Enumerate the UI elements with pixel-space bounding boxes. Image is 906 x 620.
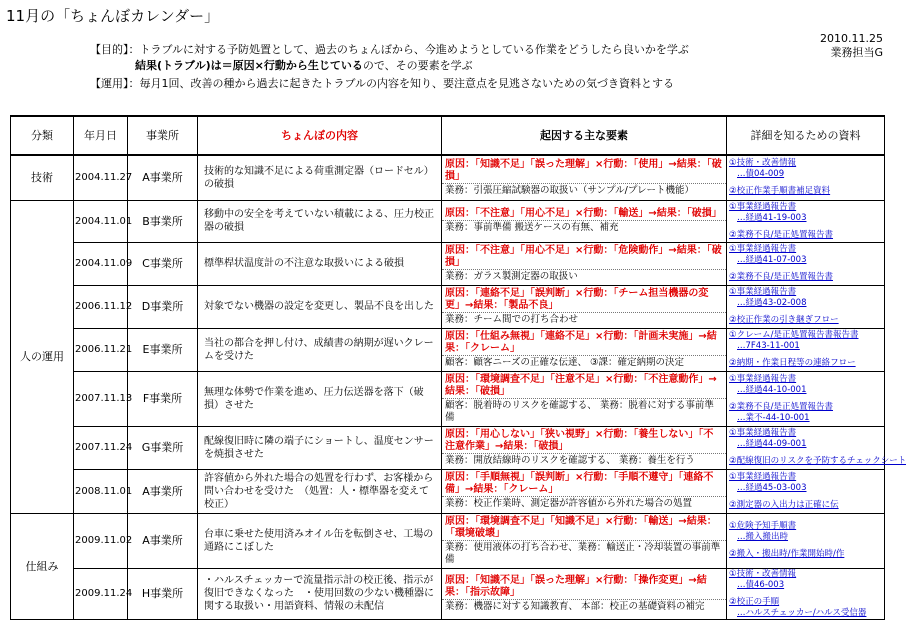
chonbo-table bbox=[10, 115, 906, 620]
table-row bbox=[11, 469, 885, 513]
header-content: ちょんぼの内容 bbox=[198, 116, 442, 155]
cause-text: 原因：「連絡不足」「誤判断」×行動：「チーム担当機器の変更」→結果：「製品不良」 bbox=[445, 287, 709, 311]
purpose-formula: 結果(トラブル)は＝原因×行動から生じている bbox=[135, 59, 363, 72]
table-row bbox=[11, 513, 885, 568]
purpose-line bbox=[90, 43, 689, 57]
refs-cell bbox=[727, 568, 885, 619]
reference-link[interactable]: …経過44-09-001 bbox=[737, 439, 807, 449]
office-cell: B事業所 bbox=[128, 200, 198, 242]
report-date: 2010.11.25 bbox=[820, 32, 883, 45]
reference-link[interactable]: …業不-44-10-001 bbox=[737, 412, 810, 423]
table-row bbox=[11, 285, 885, 328]
table-row bbox=[11, 242, 885, 285]
task-text: 業務：機器に対する知識教育、 本部：校正の基礎資料の補完 bbox=[442, 599, 726, 615]
reference-link[interactable]: ②搬入・搬出時/作業開始時/作 bbox=[729, 549, 845, 559]
reference-link[interactable]: ②配線復旧のリスクを予防するチェックシート bbox=[729, 456, 906, 466]
refs-cell bbox=[727, 426, 906, 469]
reference-link[interactable]: …7F43-11-001 bbox=[737, 341, 800, 351]
factors-cell bbox=[442, 469, 727, 513]
usage-line bbox=[90, 77, 674, 91]
table-row bbox=[11, 200, 885, 242]
table-row bbox=[11, 328, 885, 371]
content-cell: 無理な体勢で作業を進め、圧力伝送器を落下（破損）させた bbox=[198, 371, 442, 426]
reference-link[interactable]: ①クレーム/是正処置報告書報告書 bbox=[729, 330, 859, 340]
reference-link[interactable]: …搬入搬出時 bbox=[737, 532, 789, 542]
date-cell: 2009.11.24 bbox=[74, 568, 128, 619]
reference-link[interactable]: ①危険予知手順書 bbox=[729, 521, 797, 531]
refs-cell bbox=[727, 513, 885, 568]
factors-cell bbox=[442, 568, 727, 619]
date-cell: 2006.11.21 bbox=[74, 328, 128, 371]
task-text: 業務：校正作業時、測定器が許容値から外れた場合の処置 bbox=[442, 496, 726, 512]
cause-text: 原因：「用心しない」「狭い視野」×行動：「養生しない」「不注意作業」→結果：「破損」 bbox=[445, 428, 714, 452]
reference-link[interactable]: ②測定器の入出力は正確に伝 bbox=[729, 499, 839, 510]
content-cell: ・ハルスチェッカーで流量指示計の校正後、指示が復旧できなくなった ・使用回数の少ない機種器に関する取扱い・用語資料、情報の未配信 bbox=[198, 568, 442, 619]
refs-cell bbox=[727, 200, 885, 242]
reference-link[interactable]: ②納期・作業日程等の連絡フロー bbox=[729, 358, 856, 368]
reference-link[interactable]: ①事業経過報告書 bbox=[729, 244, 797, 254]
task-text: 業務：引張圧縮試験器の取扱い（サンプル/プレート機能） bbox=[442, 183, 726, 199]
category-cell: 人の運用 bbox=[11, 200, 74, 513]
office-cell: A事業所 bbox=[128, 513, 198, 568]
factors-cell bbox=[442, 242, 727, 285]
purpose-text: ：トラブルに対する予防処置として、過去のちょんぼから、今進めようとしている作業をどうしたら良いかを学ぶ bbox=[128, 43, 689, 56]
reference-link[interactable]: …債04-009 bbox=[737, 169, 785, 180]
content-cell: 許容値から外れた場合の処置を行わず、お客様から問い合わせを受けた （処置：人・標準器を変えて校正） bbox=[198, 469, 442, 513]
task-text: 顧客：顧客ニーズの正確な伝達、 ③課：確定納期の決定 bbox=[442, 355, 726, 371]
reference-link[interactable]: …経過45-03-003 bbox=[737, 482, 807, 493]
date-cell: 2004.11.09 bbox=[74, 242, 128, 285]
cause-text: 原因：「仕組み無視」「連絡不足」×行動：「計画未実施」→結果：「クレーム」 bbox=[445, 330, 717, 354]
reference-link[interactable]: ②校正作業の引き継ぎフロー bbox=[729, 315, 839, 325]
reference-link[interactable]: ②業務不良/是正処置報告書 bbox=[729, 272, 833, 282]
table-row bbox=[11, 371, 885, 426]
reference-link[interactable]: …ハルスチェッカー/ハルス受信器 bbox=[737, 607, 867, 618]
task-text: 業務：事前準備 搬送ケースの有無、補充 bbox=[442, 220, 726, 236]
task-text: 業務：チーム間での打ち合わせ bbox=[442, 312, 726, 328]
factors-cell bbox=[442, 155, 727, 200]
date-cell: 2004.11.01 bbox=[74, 200, 128, 242]
date-cell: 2004.11.27 bbox=[74, 155, 128, 200]
usage-label: 【運用】 bbox=[90, 77, 129, 90]
cause-text: 原因：「知識不足」「誤った理解」×行動：「操作変更」→結果：「指示故障」 bbox=[445, 574, 707, 598]
category-cell: 技術 bbox=[11, 155, 74, 200]
content-cell: 対象でない機器の設定を変更し、製品不良を出した bbox=[198, 285, 442, 328]
purpose-line-2 bbox=[135, 59, 473, 73]
office-cell: F事業所 bbox=[128, 371, 198, 426]
header-refs: 詳細を知るための資料 bbox=[727, 116, 885, 155]
content-cell: 技術的な知識不足による荷重測定器（ロードセル）の破損 bbox=[198, 155, 442, 200]
task-text: 業務：開放結線時のリスクを確認する、 業務：養生を行う bbox=[442, 453, 726, 469]
refs-cell bbox=[727, 371, 885, 426]
factors-cell bbox=[442, 285, 727, 328]
factors-cell bbox=[442, 426, 727, 469]
page-title: 11月の「ちょんぼカレンダー」 bbox=[6, 7, 220, 25]
table-row bbox=[11, 568, 885, 619]
date-cell: 2006.11.12 bbox=[74, 285, 128, 328]
header-category: 分類 bbox=[11, 116, 74, 155]
task-text: 業務：ガラス製測定器の取扱い bbox=[442, 269, 726, 285]
category-cell: 仕組み bbox=[11, 513, 74, 619]
refs-cell bbox=[727, 285, 885, 328]
office-cell: H事業所 bbox=[128, 568, 198, 619]
content-cell: 標準桿状温度計の不注意な取扱いによる破損 bbox=[198, 242, 442, 285]
cause-text: 原因：「不注意」「用心不足」×行動：「輸送」→結果：「破損」 bbox=[445, 208, 722, 219]
office-cell: C事業所 bbox=[128, 242, 198, 285]
reference-link[interactable]: ①技術・改善情報 bbox=[729, 158, 797, 169]
header-factors: 起因する主な要素 bbox=[442, 116, 727, 155]
reference-link[interactable]: ①事業経過報告書 bbox=[729, 201, 797, 212]
reference-link[interactable]: ②業務不良/是正処置報告書 bbox=[729, 401, 833, 412]
reference-link[interactable]: ①事業経過報告書 bbox=[729, 287, 797, 297]
cause-text: 原因：「知識不足」「誤った理解」×行動：「使用」→結果：「破損」 bbox=[445, 158, 722, 182]
reference-link[interactable]: ①事業経過報告書 bbox=[729, 428, 797, 438]
reference-link[interactable]: …経過44-10-001 bbox=[737, 384, 807, 395]
refs-cell bbox=[727, 155, 885, 200]
cause-text: 原因：「不注意」「用心不足」×行動：「危険動作」→結果：「破損」 bbox=[445, 244, 722, 268]
reference-link[interactable]: …債46-003 bbox=[737, 579, 785, 590]
office-cell: E事業所 bbox=[128, 328, 198, 371]
refs-cell bbox=[727, 328, 885, 371]
usage-text: ：毎月1回、改善の種から過去に起きたトラブルの内容を知り、要注意点を見逃さないための気づき資料とする bbox=[128, 77, 675, 90]
office-cell: A事業所 bbox=[128, 155, 198, 200]
refs-cell bbox=[727, 242, 885, 285]
task-text: 顧客：脱着時のリスクを確認する、 業務：脱着に対する事前準備 bbox=[442, 398, 726, 426]
content-cell: 配線復旧時に隣の端子にショートし、温度センサーを焼損させた bbox=[198, 426, 442, 469]
department: 業務担当G bbox=[830, 46, 883, 59]
reference-link[interactable]: …経過43-02-008 bbox=[737, 298, 807, 308]
factors-cell bbox=[442, 513, 727, 568]
factors-cell bbox=[442, 371, 727, 426]
reference-link[interactable]: ①技術・改善情報 bbox=[729, 568, 797, 579]
reference-link[interactable]: ①事業経過報告書 bbox=[729, 471, 797, 482]
content-cell: 当社の都合を押し付け、成績書の納期が遅いクレームを受けた bbox=[198, 328, 442, 371]
reference-link[interactable]: ②業務不良/是正処置報告書 bbox=[729, 229, 833, 240]
content-cell: 台車に乗せた使用済みオイル缶を転倒させ、工場の通路にこぼした bbox=[198, 513, 442, 568]
reference-link[interactable]: ②校正作業手順書補足資料 bbox=[729, 186, 831, 197]
reference-link[interactable]: …経過41-07-003 bbox=[737, 255, 807, 265]
cause-text: 原因：「手順無視」「誤判断」×行動：「手順不遵守」「連絡不備」→結果：「クレーム」 bbox=[445, 472, 714, 495]
date-cell: 2007.11.24 bbox=[74, 426, 128, 469]
task-text: 業務：使用液体の打ち合わせ、業務：輸送止・冷却装置の事前準備 bbox=[442, 540, 726, 568]
cause-text: 原因：「環境調査不足」「注意不足」×行動：「不注意動作」→結果：「破損」 bbox=[445, 373, 717, 397]
refs-cell bbox=[727, 469, 885, 513]
header-date: 年月日 bbox=[74, 116, 128, 155]
reference-link[interactable]: ①事業経過報告書 bbox=[729, 373, 797, 384]
date-cell: 2008.11.01 bbox=[74, 469, 128, 513]
table-row bbox=[11, 426, 885, 469]
purpose-rest: ので、その要素を学ぶ bbox=[362, 59, 473, 72]
cause-text: 原因：「環境調査不足」「知識不足」×行動：「輸送」→結果：「環境破壊」 bbox=[445, 515, 717, 539]
factors-cell bbox=[442, 328, 727, 371]
purpose-label: 【目的】 bbox=[90, 43, 129, 56]
factors-cell bbox=[442, 200, 727, 242]
date-cell: 2007.11.13 bbox=[74, 371, 128, 426]
header-office: 事業所 bbox=[128, 116, 198, 155]
date-cell: 2009.11.02 bbox=[74, 513, 128, 568]
content-cell: 移動中の安全を考えていない積載による、圧力校正器の破損 bbox=[198, 200, 442, 242]
office-cell: A事業所 bbox=[128, 469, 198, 513]
reference-link[interactable]: …経過41-19-003 bbox=[737, 212, 807, 223]
table-row bbox=[11, 155, 885, 200]
office-cell: D事業所 bbox=[128, 285, 198, 328]
office-cell: G事業所 bbox=[128, 426, 198, 469]
reference-link[interactable]: ②校正の手順 bbox=[729, 596, 780, 607]
table-header-row bbox=[11, 116, 885, 155]
